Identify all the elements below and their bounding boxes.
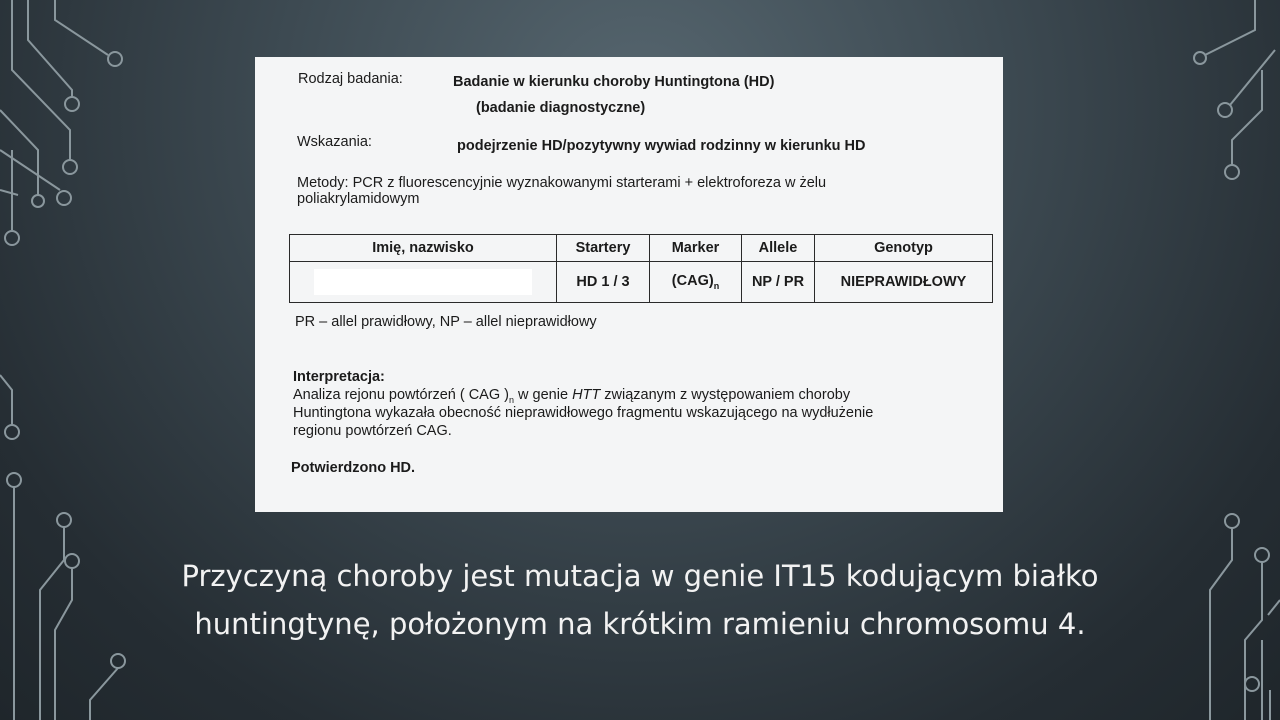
rodzaj-label: Rodzaj badania: [298, 71, 403, 87]
interpretation-line3: regionu powtórzeń CAG. [293, 423, 452, 439]
table-row [290, 262, 993, 303]
wskazania-value: podejrzenie HD/pozytywny wywiad rodzinny w kierunku HD [457, 138, 866, 154]
allele-cell: NP / PR [742, 262, 815, 303]
rodzaj-value-line2: (badanie diagnostyczne) [476, 100, 646, 116]
interp-part-a: Analiza rejonu powtórzeń ( CAG ) [293, 387, 509, 403]
legend-text: PR – allel prawidłowy, NP – allel nieprawidłowy [295, 314, 597, 330]
table-header: Genotyp [815, 235, 993, 262]
name-cell [290, 262, 557, 303]
conclusion: Potwierdzono HD. [291, 460, 416, 476]
wskazania-label: Wskazania: [297, 134, 372, 150]
slide-caption [0, 552, 1280, 648]
caption-line2: huntingtynę, położonym na krótkim ramieniu chromosomu 4. [194, 607, 1086, 641]
interp-part-c: związanym z występowaniem choroby [600, 387, 851, 403]
table-header-row [290, 235, 993, 262]
redacted-name [314, 269, 532, 295]
startery-cell: HD 1 / 3 [557, 262, 650, 303]
marker-text: (CAG) [671, 273, 714, 290]
marker-cell [650, 262, 742, 303]
interpretation-title: Interpretacja: [293, 369, 385, 385]
rodzaj-value-line1: Badanie w kierunku choroby Huntingtona (HD) [453, 74, 775, 90]
interpretation-line2: Huntingtona wykazała obecność nieprawidłowego fragmentu wskazującego na wydłużenie [293, 405, 874, 421]
metody-line2: poliakrylamidowym [297, 191, 420, 207]
genotype-table [289, 234, 993, 303]
marker-subscript: n [713, 280, 720, 291]
genotyp-cell: NIEPRAWIDŁOWY [815, 262, 993, 303]
table-header: Marker [650, 235, 742, 262]
interp-part-b: w genie [514, 387, 573, 403]
lab-report-photo [255, 57, 1003, 512]
table-header: Startery [557, 235, 650, 262]
metody-line1: Metody: PCR z fluorescencyjnie wyznakowanymi starterami + elektroforeza w żelu [297, 175, 827, 191]
interp-subscript: n [509, 394, 515, 405]
caption-line1: Przyczyną choroby jest mutacja w genie IT15 kodującym białko [181, 559, 1099, 593]
interp-gene: HTT [572, 387, 601, 403]
table-header: Imię, nazwisko [290, 235, 557, 262]
table-header: Allele [742, 235, 815, 262]
